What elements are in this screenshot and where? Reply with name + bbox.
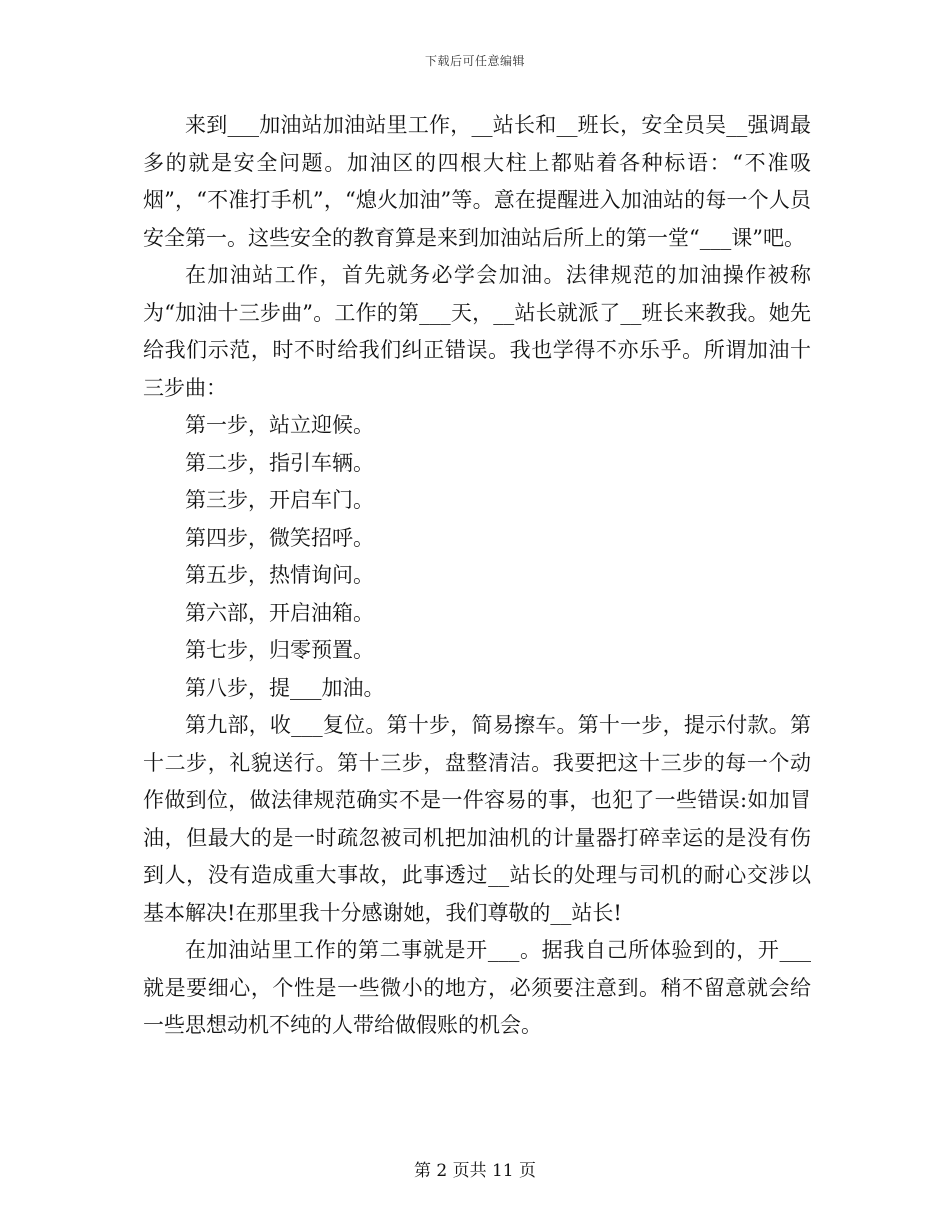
page-number: 第 2 页共 11 页 (413, 1161, 537, 1181)
step-item-1: 第一步，站立迎候。 (185, 413, 374, 437)
paragraph-second-task: 在加油站里工作的第二事就是开___。据我自己所体验到的，开___就是要细心，个性是一些微小的地方，必须要注意到。稍不留意就会给一些思想动机不纯的人带给做假账的机会。 (143, 938, 811, 1037)
paragraph-safety: 来到___加油站加油站里工作，__站长和__班长，安全员吴__强调最多的就是安全问题。加油区的四根大柱上都贴着各种标语：“不准吸烟”，“不准打手机”，“熄火加油”等。意在提醒进入加油站的每一个人员安全第一。这些安全的教育算是来到加油站后所上的第一堂“___课”吧。 (143, 113, 811, 250)
page-header-note: 下载后可任意编辑 (424, 54, 525, 68)
step-item-4: 第四步，微笑招呼。 (185, 525, 374, 550)
step-item-8: 第八步，提___加油。 (185, 675, 385, 700)
paragraph-steps-continued: 第九部，收___复位。第十步，简易擦车。第十一步，提示付款。第十二步，礼貌送行。第十三步，盘整清洁。我要把这十三步的每一个动作做到位，做法律规范确实不是一件容易的事，也犯了一些错误:如加冒油，但最大的是一时疏忽被司机把加油机的计量器打碎幸运的是没有伤到人，没有造成重大事故，此事透过__站长的处理与司机的耐心交涉以基本解决!在那里我十分感谢她，我们尊敬的__站长! (143, 713, 811, 925)
step-item-7: 第七步，归零预置。 (185, 638, 374, 662)
step-item-2: 第二步，指引车辆。 (185, 450, 374, 475)
paragraph-refueling-intro: 在加油站工作，首先就务必学会加油。法律规范的加油操作被称为“加油十三步曲”。工作的第___天，__站长就派了__班长来教我。她先给我们示范，时不时给我们纠正错误。我也学得不亦乐乎。所谓加油十三步曲： (143, 263, 811, 400)
document-body (143, 107, 811, 1045)
step-item-6: 第六部，开启油箱。 (185, 600, 374, 625)
step-item-5: 第五步，热情询问。 (185, 563, 374, 587)
step-item-3: 第三步，开启车门。 (185, 488, 374, 512)
